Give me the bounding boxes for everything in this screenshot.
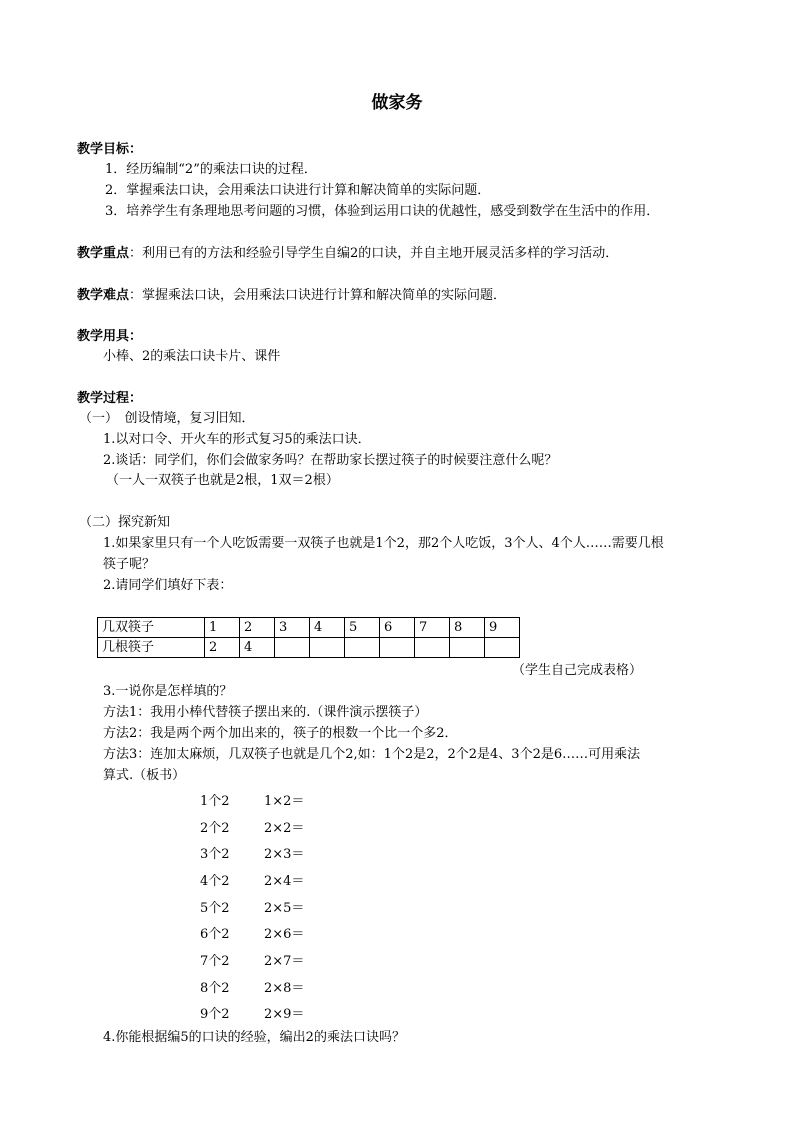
table-row [98, 618, 520, 638]
equation-row [200, 846, 304, 864]
equation-row [200, 793, 304, 811]
key-point [77, 245, 618, 263]
goal-item-1: 1．经历编制“2”的乘法口诀的过程． [105, 162, 317, 177]
row-header-count: 几根筷子 [98, 638, 205, 658]
table-cell: 4 [240, 638, 275, 658]
table-cell [345, 638, 380, 658]
equation-count: 6个2 [200, 927, 230, 942]
equation-count: 7个2 [200, 954, 230, 969]
table-note: （学生自己完成表格） [512, 663, 643, 678]
page-title: 做家务 [371, 93, 423, 113]
process-heading: 教学过程： [77, 391, 143, 406]
method-1: 方法1：我用小棒代替筷子摆出来的.（课件演示摆筷子） [103, 705, 428, 720]
part2-title: （二）探究新知 [79, 515, 171, 530]
equation-count: 3个2 [200, 847, 230, 862]
table-cell [310, 638, 345, 658]
equation-count: 5个2 [200, 901, 230, 916]
equation-row [200, 900, 304, 918]
table-cell: 3 [275, 618, 310, 638]
equation-expr: 2×7＝ [264, 954, 305, 969]
difficulty-text: ：掌握乘法口诀，会用乘法口诀进行计算和解决简单的实际问题． [129, 288, 507, 303]
equation-row [200, 1006, 304, 1024]
equation-row [200, 926, 304, 944]
key-point-text: ：利用已有的方法和经验引导学生自编2的口诀，并自主地开展灵活多样的学习活动． [129, 246, 619, 261]
part2-q1-line1: 1.如果家里只有一个人吃饭需要一双筷子也就是1个2，那2个人吃饭，3个人、4个人……需要几根 [103, 536, 664, 551]
equation-expr: 2×3＝ [264, 847, 305, 862]
table-cell [380, 638, 415, 658]
table-cell: 2 [240, 618, 275, 638]
equation-count: 9个2 [200, 1007, 230, 1022]
table-cell: 9 [485, 618, 520, 638]
equation-expr: 2×4＝ [264, 874, 305, 889]
equation-expr: 2×9＝ [264, 1007, 305, 1022]
part1-item-3: （一人一双筷子也就是2根，1双＝2根） [106, 473, 339, 488]
method-2: 方法2：我是两个两个加出来的，筷子的根数一个比一个多2． [103, 726, 458, 741]
equation-row [200, 820, 304, 838]
equation-expr: 2×5＝ [264, 901, 305, 916]
difficulty-label: 教学难点 [77, 288, 130, 303]
tools-heading: 教学用具： [77, 329, 143, 344]
part2-q4: 4.你能根据编5的口诀的经验，编出2的乘法口诀吗？ [103, 1030, 405, 1045]
table-cell [450, 638, 485, 658]
part1-item-1: 1.以对口令、开火车的形式复习5的乘法口诀． [103, 432, 371, 447]
equation-expr: 2×2＝ [264, 821, 305, 836]
equation-row [200, 980, 304, 998]
equation-row [200, 873, 304, 891]
goals-heading: 教学目标： [77, 142, 143, 157]
part2-q3: 3.一说你是怎样填的？ [103, 684, 233, 699]
chopsticks-table [97, 617, 520, 658]
table-cell: 8 [450, 618, 485, 638]
row-header-pairs: 几双筷子 [98, 618, 205, 638]
key-point-label: 教学重点 [77, 246, 130, 261]
equation-count: 8个2 [200, 981, 230, 996]
table-cell: 6 [380, 618, 415, 638]
part2-q2: 2.请同学们填好下表： [103, 578, 233, 593]
table-cell [415, 638, 450, 658]
equation-expr: 2×8＝ [264, 981, 305, 996]
equation-row [200, 953, 304, 971]
method-3-line2: 算式.（板书） [103, 768, 186, 783]
difficulty [77, 287, 506, 305]
equation-count: 4个2 [200, 874, 230, 889]
table-cell: 1 [205, 618, 240, 638]
table-cell: 4 [310, 618, 345, 638]
method-3-line1: 方法3：连加太麻烦，几双筷子也就是几个2,如：1个2是2，2个2是4、3个2是6……可用乘法 [103, 747, 641, 762]
part1-title: （一） 创设情境，复习旧知． [79, 411, 255, 426]
equation-count: 2个2 [200, 821, 230, 836]
table-cell: 5 [345, 618, 380, 638]
table-cell: 2 [205, 638, 240, 658]
equation-expr: 2×6＝ [264, 927, 305, 942]
part1-item-2: 2.谈话：同学们，你们会做家务吗？在帮助家长摆过筷子的时候要注意什么呢？ [103, 453, 558, 468]
table-cell: 7 [415, 618, 450, 638]
table-cell [275, 638, 310, 658]
goal-item-2: 2．掌握乘法口诀，会用乘法口诀进行计算和解决简单的实际问题． [105, 183, 491, 198]
equation-count: 1个2 [200, 794, 230, 809]
goal-item-3: 3．培养学生有条理地思考问题的习惯，体验到运用口诀的优越性，感受到数学在生活中的作用． [105, 204, 660, 219]
table-row [98, 638, 520, 658]
equation-expr: 1×2＝ [264, 794, 305, 809]
part2-q1-line2: 筷子呢？ [103, 557, 156, 572]
table-cell [485, 638, 520, 658]
tools-text: 小棒、2的乘法口诀卡片、课件 [103, 349, 281, 364]
